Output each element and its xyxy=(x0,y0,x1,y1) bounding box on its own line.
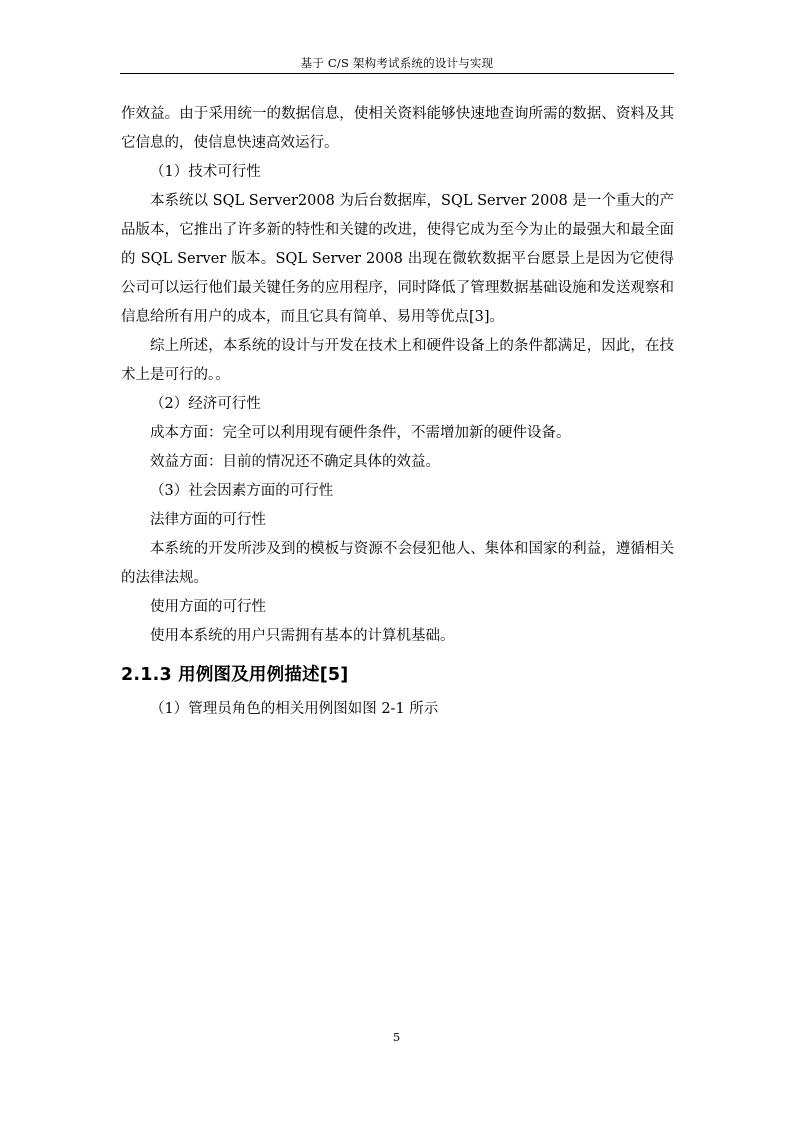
paragraph-benefit: 效益方面：目前的情况还不确定具体的效益。 xyxy=(150,454,440,470)
document-body xyxy=(121,100,674,724)
header-divider xyxy=(120,73,674,74)
page-number: 5 xyxy=(392,1030,401,1044)
subheading-social-feasibility: （3）社会因素方面的可行性 xyxy=(150,483,334,499)
paragraph-legal-body: 本系统的开发所涉及到的模板与资源不会侵犯他人、集体和国家的利益，遵循相关的法律法规。 xyxy=(121,541,674,586)
paragraph-usage-body: 使用本系统的用户只需拥有基本的计算机基础。 xyxy=(150,628,455,644)
paragraph-use-case-intro: （1）管理员角色的相关用例图如图 2-1 所示 xyxy=(150,701,439,717)
paragraph-continuation: 作效益。由于采用统一的数据信息，使相关资料能够快速地查询所需的数据、资料及其它信息的，使信息快速高效运行。 xyxy=(121,106,674,151)
page-header: 基于 C/S 架构考试系统的设计与实现 xyxy=(300,56,494,70)
subheading-technical-feasibility: （1）技术可行性 xyxy=(150,164,261,180)
paragraph-cost: 成本方面：完全可以利用现有硬件条件，不需增加新的硬件设备。 xyxy=(150,425,571,441)
subheading-economic-feasibility: （2）经济可行性 xyxy=(150,396,261,412)
section-heading: 2.1.3 用例图及用例描述[5] xyxy=(121,665,349,685)
paragraph-sql-server: 本系统以 SQL Server2008 为后台数据库，SQL Server 2008 是一个重大的产品版本，它推出了许多新的特性和关键的改进，使得它成为至今为止的最强大和最全面的 SQL Server 版本。SQL Server 2008 出现在微软数据平台愿景上是因为它使得公司可以运行他们最关键任务的应用程序，同时降低了管理数据基础设施和发送观察和信息给所有用户的成本，而且它具有简单、易用等优点[3]。 xyxy=(121,193,674,325)
paragraph-legal-title: 法律方面的可行性 xyxy=(150,512,266,528)
paragraph-technical-summary: 综上所述，本系统的设计与开发在技术上和硬件设备上的条件都满足，因此，在技术上是可行的。。 xyxy=(121,338,674,383)
paragraph-usage-title: 使用方面的可行性 xyxy=(150,599,266,615)
